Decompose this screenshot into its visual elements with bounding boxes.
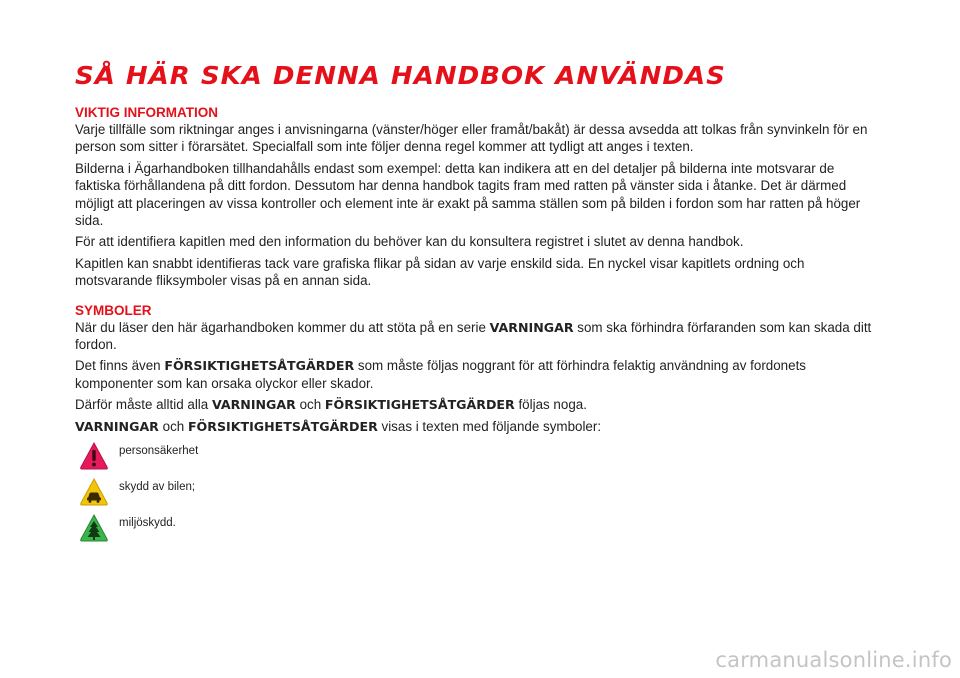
- symbols-intro-post: visas i texten med följande symboler:: [381, 418, 602, 434]
- symbol-item-personal-safety: [75, 441, 875, 477]
- always-text-pre: Därför måste alltid alla: [75, 397, 209, 413]
- warnings-keyword: VARNINGAR: [211, 397, 296, 413]
- symbol-list: [75, 441, 875, 549]
- always-text-post: följas noga.: [518, 397, 587, 413]
- warnings-paragraph: [75, 319, 875, 354]
- environment-protection-icon: [79, 513, 109, 543]
- warnings-keyword: VARNINGAR: [489, 319, 574, 335]
- personal-safety-warning-icon: [79, 441, 109, 471]
- page-title: SÅ HÄR SKA DENNA HANDBOK ANVÄNDAS: [75, 62, 726, 91]
- always-follow-paragraph: [75, 396, 875, 413]
- precautions-text-pre: Det finns även: [75, 358, 161, 374]
- tabs-paragraph: Kapitlen kan snabbt identifieras tack vare grafiska flikar på sidan av varje enskild sida. En nyckel visar kapitlets ordning och motsvarande fliksymboler visas på en annan sida.: [75, 255, 805, 289]
- manual-page: [75, 62, 875, 549]
- symbols-heading: SYMBOLER: [75, 302, 152, 318]
- precautions-keyword: FÖRSIKTIGHETSÅTGÄRDER: [187, 418, 378, 434]
- and-word: och: [162, 418, 185, 434]
- precautions-text-post: som måste följas noggrant för att förhindra felaktig användning av fordonets komponenter som kan orsaka olyckor eller skador.: [75, 358, 806, 391]
- illustrations-paragraph: Bilderna i Ägarhandboken tillhandahålls endast som exempel: detta kan indikera att en del detaljer på bilderna inte motsvarar de faktiska förhållandena på ditt fordon. Dessutom har denna handbok tagits fram med ratten på vänster sida i åtanke. Det är därmed möjligt att placeringen av vissa kontroller och element inte är exakt på samma ställen som på bilden i fordon som har ratten på höger sida.: [75, 160, 861, 229]
- and-word: och: [299, 397, 322, 413]
- index-paragraph: För att identifiera kapitlen med den information du behöver kan du konsultera registret i slutet av denna handbok.: [75, 234, 744, 250]
- watermark: carmanualsonline.info: [715, 648, 952, 672]
- symbol-label: personsäkerhet: [119, 445, 199, 458]
- vehicle-protection-icon: [79, 477, 109, 507]
- warnings-text-pre: När du läser den här ägarhandboken kommer du att stöta på en serie: [75, 319, 486, 335]
- precautions-keyword: FÖRSIKTIGHETSÅTGÄRDER: [164, 358, 355, 374]
- precautions-paragraph: [75, 357, 875, 392]
- symbol-item-environment-protection: [75, 513, 875, 549]
- important-info-heading: VIKTIG INFORMATION: [75, 105, 218, 120]
- precautions-keyword: FÖRSIKTIGHETSÅTGÄRDER: [324, 397, 515, 413]
- symbol-item-vehicle-protection: [75, 477, 875, 513]
- directions-paragraph: Varje tillfälle som riktningar anges i anvisningarna (vänster/höger eller framåt/bakåt) är dessa avsedda att tolkas från synvinkeln för en person som sitter i förarsätet. Specialfall som inte följer denna regel kommer att tydligt att anges i texten.: [75, 122, 868, 155]
- warnings-keyword: VARNINGAR: [75, 418, 159, 434]
- warnings-text-post: som ska förhindra förfaranden som kan skada ditt fordon.: [75, 319, 872, 353]
- symbols-intro-paragraph: [75, 418, 875, 435]
- symbol-label: skydd av bilen;: [119, 481, 196, 494]
- symbol-label: miljöskydd.: [119, 517, 176, 530]
